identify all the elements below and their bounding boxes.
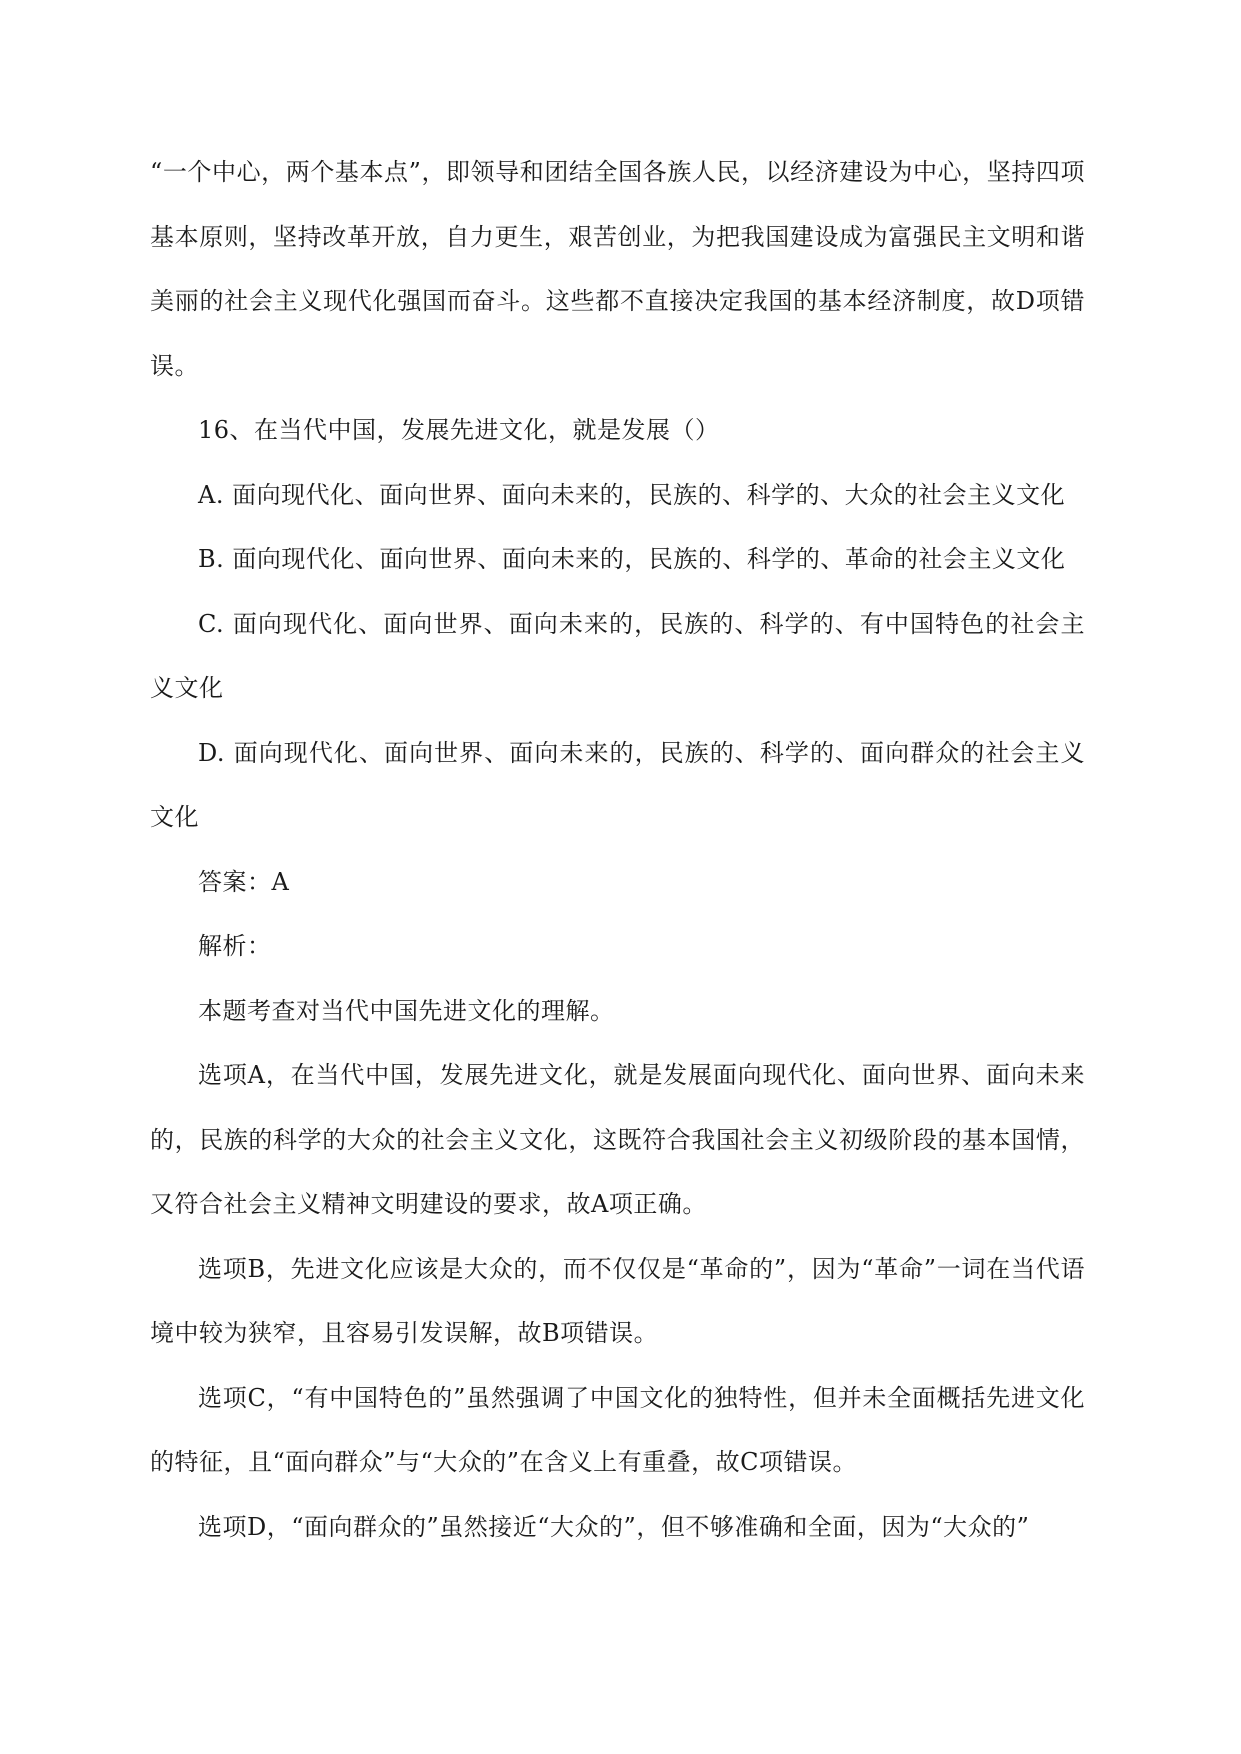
analysis-intro: 本题考查对当代中国先进文化的理解。 — [198, 996, 615, 1025]
document-body — [150, 140, 1085, 1559]
option-d: D. 面向现代化、面向世界、面向未来的，民族的、科学的、面向群众的社会主义文化 — [150, 738, 1085, 831]
analysis-option-c: 选项C，“有中国特色的”虽然强调了中国文化的独特性，但并未全面概括先进文化的特征，且“面向群众”与“大众的”在含义上有重叠，故C项错误。 — [150, 1383, 1085, 1476]
analysis-label: 解析： — [198, 932, 272, 960]
analysis-option-a: 选项A，在当代中国，发展先进文化，就是发展面向现代化、面向世界、面向未来的，民族的科学的大众的社会主义文化，这既符合我国社会主义初级阶段的基本国情，又符合社会主义精神文明建设的要求，故A项正确。 — [150, 1061, 1085, 1218]
option-b: B. 面向现代化、面向世界、面向未来的，民族的、科学的、革命的社会主义文化 — [198, 545, 1066, 573]
question-16-stem: 16、在当代中国，发展先进文化，就是发展（） — [198, 416, 720, 444]
paragraph-prev-explanation: “一个中心，两个基本点”，即领导和团结全国各族人民，以经济建设为中心，坚持四项基本原则，坚持改革开放，自力更生，艰苦创业，为把我国建设成为富强民主文明和谐美丽的社会主义现代化强国而奋斗。这些都不直接决定我国的基本经济制度，故D项错误。 — [150, 158, 1085, 380]
answer-line: 答案：A — [198, 867, 290, 896]
analysis-option-d: 选项D，“面向群众的”虽然接近“大众的”，但不够准确和全面，因为“大众的” — [198, 1512, 1030, 1541]
analysis-option-b: 选项B，先进文化应该是大众的，而不仅仅是“革命的”，因为“革命”一词在当代语境中较为狭窄，且容易引发误解，故B项错误。 — [150, 1254, 1085, 1347]
option-c: C. 面向现代化、面向世界、面向未来的，民族的、科学的、有中国特色的社会主义文化 — [150, 609, 1085, 702]
option-a: A. 面向现代化、面向世界、面向未来的，民族的、科学的、大众的社会主义文化 — [198, 480, 1066, 509]
